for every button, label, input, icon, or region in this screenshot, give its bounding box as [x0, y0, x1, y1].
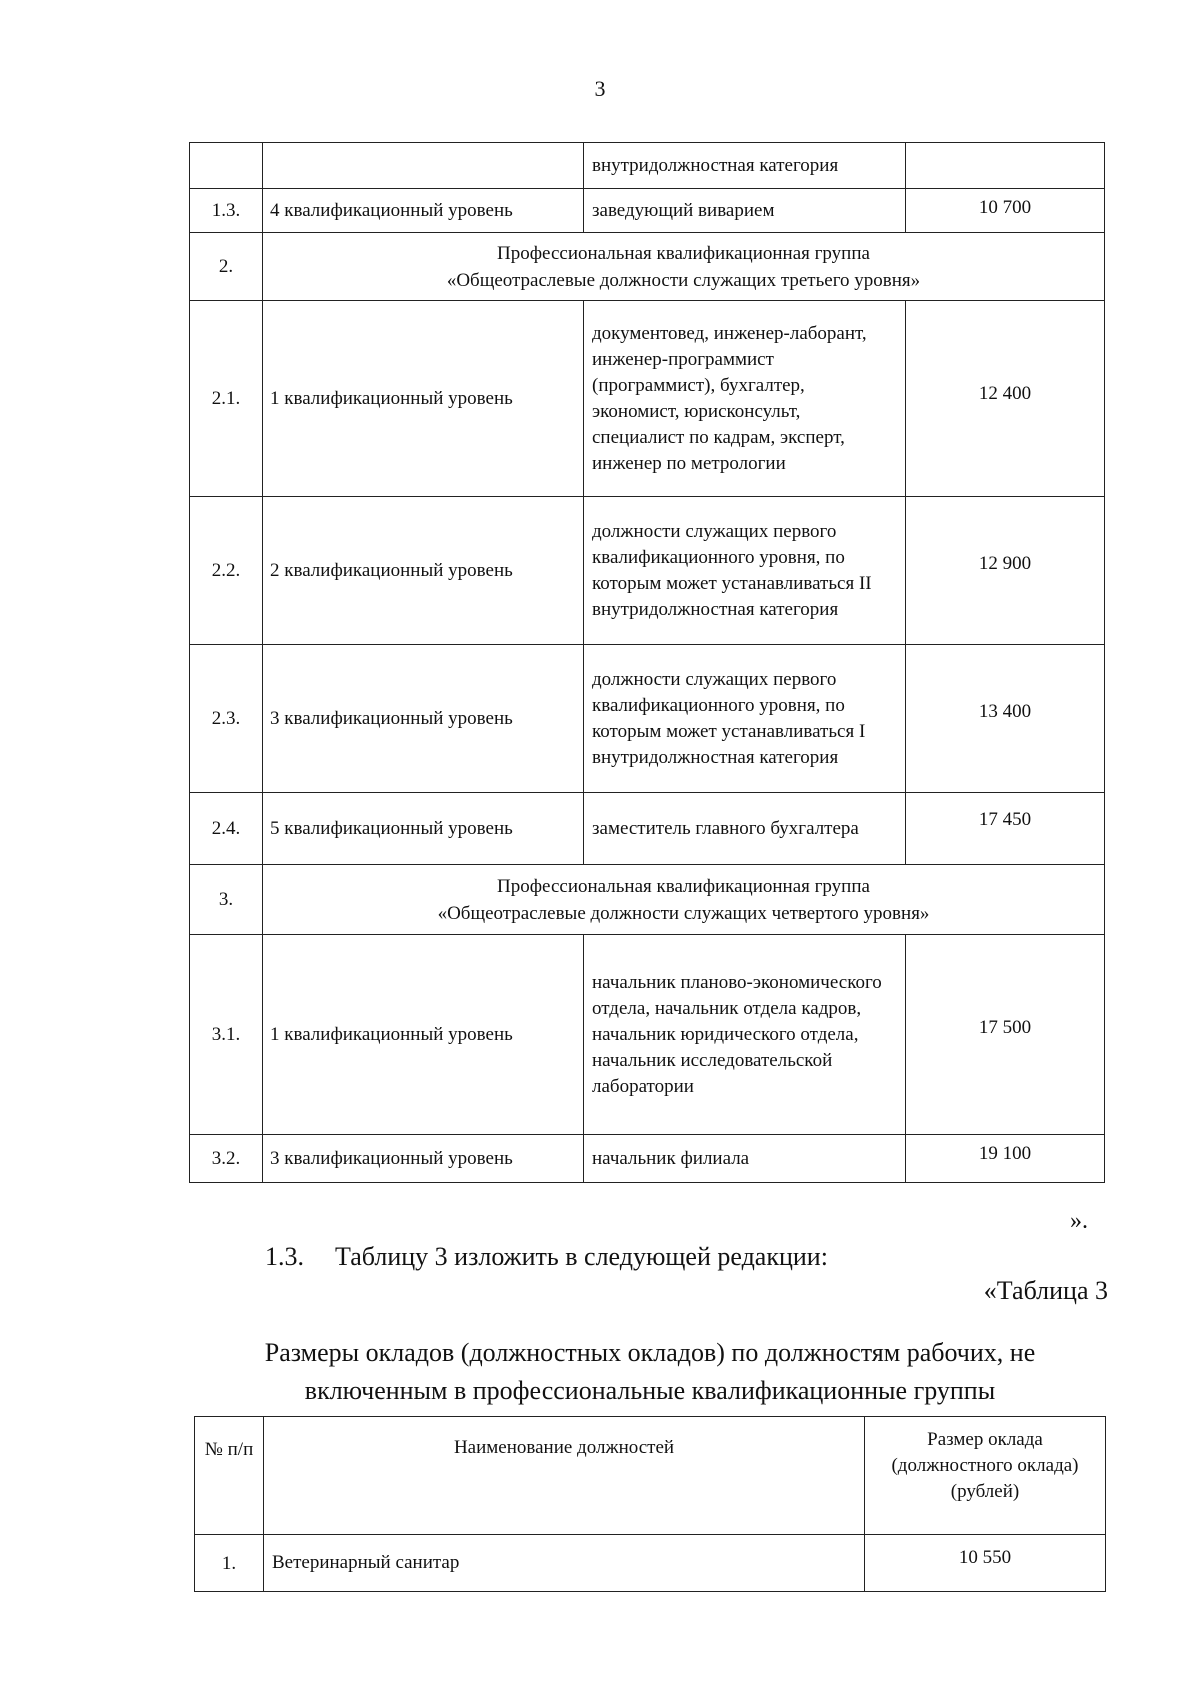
qualification-level: 1 квалификационный уровень: [263, 935, 584, 1135]
salary-table-continued: [189, 142, 1105, 1183]
salary: 10 550: [865, 1535, 1106, 1592]
row-number: 2.4.: [190, 793, 263, 865]
positions: начальник филиала: [584, 1135, 906, 1183]
salary: 12 900: [906, 497, 1105, 645]
qualification-level: 2 квалификационный уровень: [263, 497, 584, 645]
row-number: [190, 143, 263, 189]
positions: внутридолжностная категория: [584, 143, 906, 189]
group-title-line1: Профессиональная квалификационная группа: [497, 875, 870, 897]
table-row: [195, 1535, 1106, 1592]
header-position-name: Наименование должностей: [264, 1417, 865, 1535]
clause-number: 1.3.: [265, 1242, 304, 1271]
positions: начальник планово-экономического отдела, начальник отдела кадров, начальник юридического отдела, начальник исследовательской лаборатории: [584, 935, 906, 1135]
table-heading: [200, 1334, 1100, 1410]
heading-line2: включенным в профессиональные квалификационные группы: [304, 1376, 996, 1405]
position-name: Ветеринарный санитар: [264, 1535, 865, 1592]
table-row: [190, 1135, 1105, 1183]
row-number: 1.3.: [190, 189, 263, 233]
salary: 13 400: [906, 645, 1105, 793]
group-title-line1: Профессиональная квалификационная группа: [497, 242, 870, 264]
closing-quote: ».: [1070, 1208, 1088, 1234]
table-row: [190, 301, 1105, 497]
header-salary-size: Размер оклада (должностного оклада) (рублей): [865, 1417, 1106, 1535]
salary: 10 700: [906, 189, 1105, 233]
positions: заведующий виварием: [584, 189, 906, 233]
positions: должности служащих первого квалификационного уровня, по которым может устанавливаться II внутридолжностная категория: [584, 497, 906, 645]
clause-text: Таблицу 3 изложить в следующей редакции:: [335, 1242, 828, 1271]
page-number: 3: [594, 76, 606, 101]
group-row: [190, 865, 1105, 935]
salary: 19 100: [906, 1135, 1105, 1183]
qualification-level: 3 квалификационный уровень: [263, 1135, 584, 1183]
qualification-level: [263, 143, 584, 189]
positions: должности служащих первого квалификационного уровня, по которым может устанавливаться I внутридолжностная категория: [584, 645, 906, 793]
table-row: [190, 189, 1105, 233]
row-number: 3.2.: [190, 1135, 263, 1183]
row-number: 2.3.: [190, 645, 263, 793]
qualification-group-title: [263, 865, 1105, 935]
group-title-line2: «Общеотраслевые должности служащих четвертого уровня»: [437, 902, 930, 924]
table-row: [190, 143, 1105, 189]
salary: [906, 143, 1105, 189]
qualification-level: 1 квалификационный уровень: [263, 301, 584, 497]
group-title-line2: «Общеотраслевые должности служащих третьего уровня»: [446, 269, 921, 291]
qualification-group-title: [263, 233, 1105, 301]
positions: документовед, инженер-лаборант, инженер-программист (программист), бухгалтер, экономист, юрисконсульт, специалист по кадрам, эксперт, инженер по метрологии: [584, 301, 906, 497]
group-number: 3.: [190, 865, 263, 935]
header-number: № п/п: [195, 1417, 264, 1535]
salary: 12 400: [906, 301, 1105, 497]
table-row: [190, 935, 1105, 1135]
row-number: 2.1.: [190, 301, 263, 497]
table-label: «Таблица 3: [983, 1276, 1108, 1305]
qualification-level: 4 квалификационный уровень: [263, 189, 584, 233]
positions: заместитель главного бухгалтера: [584, 793, 906, 865]
amendment-clause: [265, 1242, 828, 1272]
table-row: [190, 645, 1105, 793]
row-number: 2.2.: [190, 497, 263, 645]
table-header-row: [195, 1417, 1106, 1535]
heading-line1: Размеры окладов (должностных окладов) по должностям рабочих, не: [264, 1338, 1036, 1367]
qualification-level: 5 квалификационный уровень: [263, 793, 584, 865]
group-number: 2.: [190, 233, 263, 301]
salary: 17 500: [906, 935, 1105, 1135]
row-number: 1.: [195, 1535, 264, 1592]
group-row: [190, 233, 1105, 301]
salary: 17 450: [906, 793, 1105, 865]
table-row: [190, 497, 1105, 645]
row-number: 3.1.: [190, 935, 263, 1135]
table-row: [190, 793, 1105, 865]
qualification-level: 3 квалификационный уровень: [263, 645, 584, 793]
worker-salary-table: [194, 1416, 1106, 1592]
